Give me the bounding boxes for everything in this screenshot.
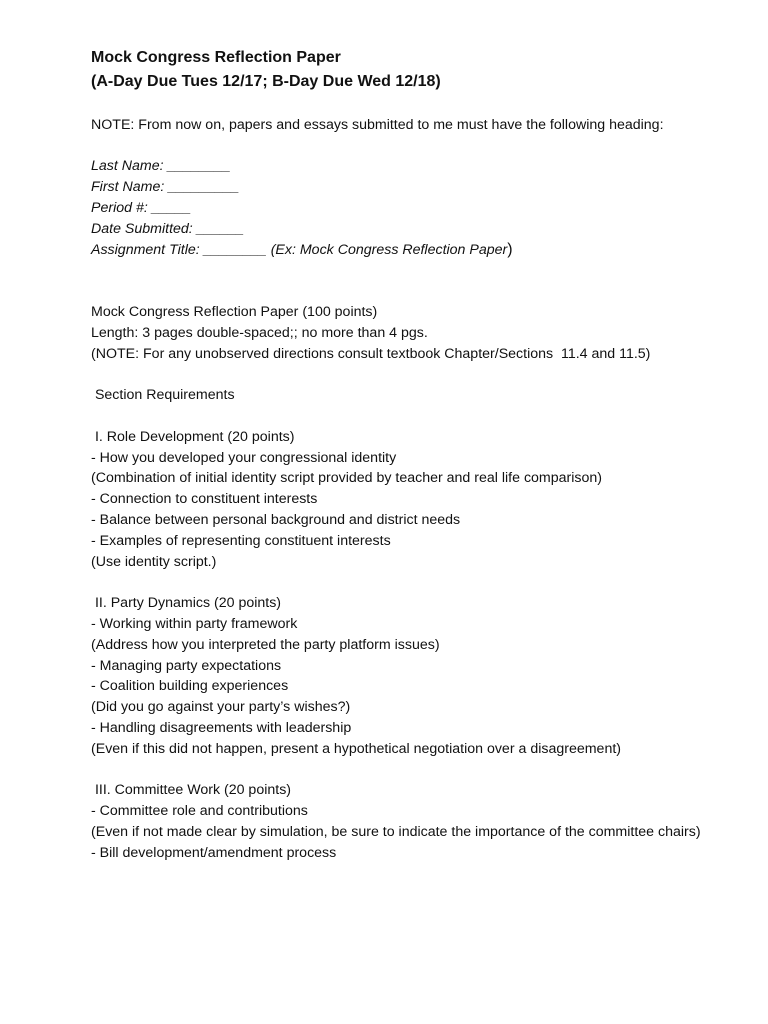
list-item: (Even if this did not happen, present a hypothetical negotiation over a disagreement) — [91, 740, 622, 757]
section-heading: I. Role Development (20 points) — [91, 428, 295, 445]
heading-field-assignment-title — [91, 240, 731, 261]
paper-points: Mock Congress Reflection Paper (100 points) — [91, 303, 378, 320]
heading-field-last-name: Last Name: ________ — [91, 158, 231, 175]
due-dates: (A-Day Due Tues 12/17; B-Day Due Wed 12/18) — [91, 73, 441, 90]
list-item: - Connection to constituent interests — [91, 491, 318, 508]
list-item: - Balance between personal background and district needs — [91, 511, 461, 528]
assignment-title-text: Assignment Title: ________ (Ex: Mock Congress Reflection Paper — [91, 241, 508, 258]
document-title: Mock Congress Reflection Paper — [91, 49, 341, 66]
list-item: (Use identity script.) — [91, 553, 217, 570]
list-item: - Coalition building experiences — [91, 678, 289, 695]
heading-field-first-name: First Name: _________ — [91, 179, 240, 196]
list-item: - Handling disagreements with leadership — [91, 719, 352, 736]
list-item: - Committee role and contributions — [91, 803, 308, 820]
list-item: - How you developed your congressional identity — [91, 449, 397, 466]
list-item: - Examples of representing constituent interests — [91, 532, 391, 549]
section-heading: III. Committee Work (20 points) — [91, 782, 292, 799]
document-page — [91, 46, 731, 863]
section-role-development — [91, 427, 731, 573]
list-item: (Did you go against your party’s wishes?) — [91, 699, 351, 716]
assignment-title-close-paren: ) — [507, 240, 513, 258]
list-item: - Working within party framework — [91, 615, 298, 632]
list-item: (Combination of initial identity script provided by teacher and real life comparison) — [91, 470, 602, 487]
heading-note: NOTE: From now on, papers and essays submitted to me must have the following heading: — [91, 116, 664, 133]
list-item: - Bill development/amendment process — [91, 844, 337, 861]
heading-field-date-submitted: Date Submitted: ______ — [91, 220, 245, 237]
list-item: (Even if not made clear by simulation, be sure to indicate the importance of the committee chairs) — [91, 823, 701, 840]
list-item: (Address how you interpreted the party platform issues) — [91, 636, 440, 653]
list-item: - Managing party expectations — [91, 657, 282, 674]
paper-length: Length: 3 pages double-spaced;; no more than 4 pgs. — [91, 324, 428, 341]
section-requirements-heading: Section Requirements — [91, 387, 235, 404]
textbook-note: (NOTE: For any unobserved directions consult textbook Chapter/Sections 11.4 and 11.5) — [91, 345, 651, 362]
section-party-dynamics — [91, 593, 731, 759]
heading-field-period: Period #: _____ — [91, 199, 192, 216]
section-committee-work — [91, 780, 731, 863]
section-heading: II. Party Dynamics (20 points) — [91, 595, 282, 612]
